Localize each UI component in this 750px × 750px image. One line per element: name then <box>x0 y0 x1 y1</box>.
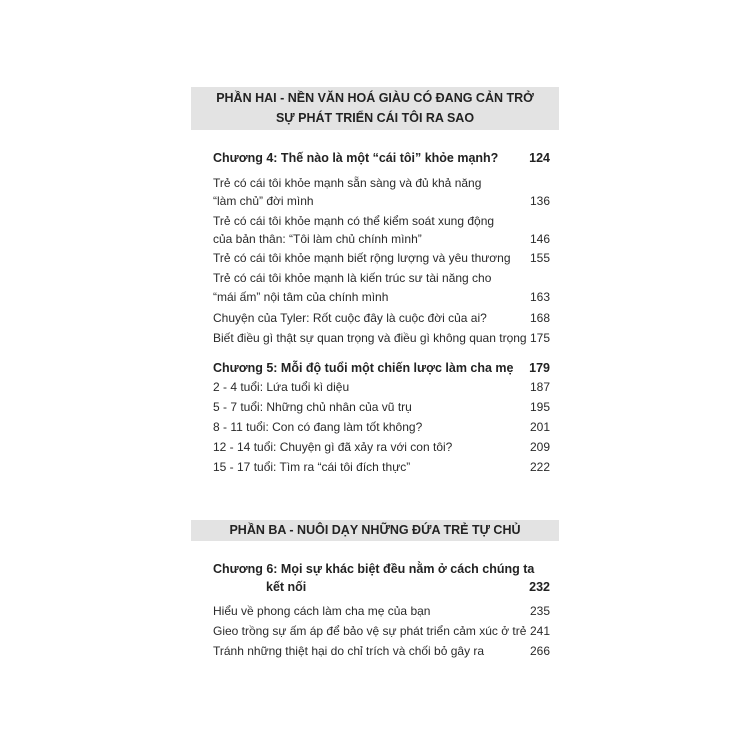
entry-title: Hiểu về phong cách làm cha mẹ của bạn <box>213 604 431 618</box>
chapter-4-entry <box>213 149 550 167</box>
toc-entry <box>213 438 550 456</box>
toc-entry <box>213 622 550 640</box>
page-number: 222 <box>529 460 550 474</box>
entry-title: Tránh những thiệt hại do chỉ trích và chối bỏ gây ra <box>213 644 485 658</box>
entry-title: Gieo trồng sự ấm áp để bảo vệ sự phát triển cảm xúc ở trẻ <box>213 624 527 638</box>
toc-entry <box>213 378 550 396</box>
entry-title: Trẻ có cái tôi khỏe mạnh biết rộng lượng và yêu thương <box>213 251 511 265</box>
chapter-6-entry <box>213 560 550 578</box>
toc-entry <box>213 642 550 660</box>
page-number: 235 <box>529 604 550 618</box>
entry-title: Biết điều gì thật sự quan trọng và điều gì không quan trọng <box>213 331 527 345</box>
part-two-heading <box>191 87 559 130</box>
entry-title: Trẻ có cái tôi khỏe mạnh là kiến trúc sư tài năng cho <box>213 271 492 285</box>
toc-entry <box>213 230 550 248</box>
entry-title: Chuyện của Tyler: Rốt cuộc đây là cuộc đời của ai? <box>213 311 487 325</box>
page-number: 209 <box>529 440 550 454</box>
page-number: 175 <box>529 331 550 345</box>
page-number: 241 <box>529 624 550 638</box>
page-number: 168 <box>529 311 550 325</box>
toc-entry <box>213 602 550 620</box>
entry-title: “làm chủ” đời mình <box>213 194 314 208</box>
chapter-title: Chương 4: Thế nào là một “cái tôi” khỏe mạnh? <box>213 151 499 165</box>
chapter-title: kết nối <box>266 580 307 594</box>
page-number: 124 <box>529 151 550 165</box>
toc-entry <box>213 212 550 230</box>
entry-title: 5 - 7 tuổi: Những chủ nhân của vũ trụ <box>213 400 412 414</box>
entry-title: Trẻ có cái tôi khỏe mạnh có thể kiểm soát xung động <box>213 214 495 228</box>
toc-entry <box>213 458 550 476</box>
part-three-title: PHẦN BA - NUÔI DẠY NHỮNG ĐỨA TRẺ TỰ CHỦ <box>229 523 521 537</box>
part-two-title-line1: PHẦN HAI - NỀN VĂN HOÁ GIÀU CÓ ĐANG CẢN TRỞ <box>216 91 534 105</box>
page-number: 136 <box>529 194 550 208</box>
part-two-title-line2: SỰ PHÁT TRIỂN CÁI TÔI RA SAO <box>275 111 475 125</box>
page-number: 146 <box>529 232 550 246</box>
toc-entry <box>213 288 550 306</box>
entry-title: “mái ấm” nội tâm của chính mình <box>213 290 389 304</box>
toc-entry <box>213 174 550 192</box>
entry-title: 15 - 17 tuổi: Tìm ra “cái tôi đích thực” <box>213 460 411 474</box>
chapter-5-entry <box>213 359 550 377</box>
entry-title: Trẻ có cái tôi khỏe mạnh sẵn sàng và đủ khả năng <box>213 176 482 190</box>
toc-entry <box>213 309 550 327</box>
chapter-title: Chương 6: Mọi sự khác biệt đều nằm ở cách chúng ta <box>213 562 535 576</box>
entry-title: 8 - 11 tuổi: Con có đang làm tốt không? <box>213 420 423 434</box>
page-number: 163 <box>529 290 550 304</box>
toc-entry <box>213 398 550 416</box>
page-number: 155 <box>529 251 550 265</box>
page-number: 195 <box>529 400 550 414</box>
chapter-title: Chương 5: Mỗi độ tuổi một chiến lược làm cha mẹ <box>213 361 514 375</box>
toc-entry <box>213 418 550 436</box>
page-number: 266 <box>529 644 550 658</box>
part-three-heading <box>191 520 559 541</box>
page-number: 232 <box>529 580 550 594</box>
page-number: 187 <box>529 380 550 394</box>
page-number: 179 <box>529 361 550 375</box>
toc-entry <box>213 192 550 210</box>
toc-entry <box>213 329 550 347</box>
entry-title: 12 - 14 tuổi: Chuyện gì đã xảy ra với con tôi? <box>213 440 453 454</box>
entry-title: của bản thân: “Tôi làm chủ chính mình” <box>213 232 422 246</box>
entry-title: 2 - 4 tuổi: Lứa tuổi kì diệu <box>213 380 350 394</box>
toc-entry <box>213 269 550 287</box>
toc-entry <box>213 249 550 267</box>
chapter-6-entry-cont <box>213 578 550 596</box>
page-number: 201 <box>529 420 550 434</box>
